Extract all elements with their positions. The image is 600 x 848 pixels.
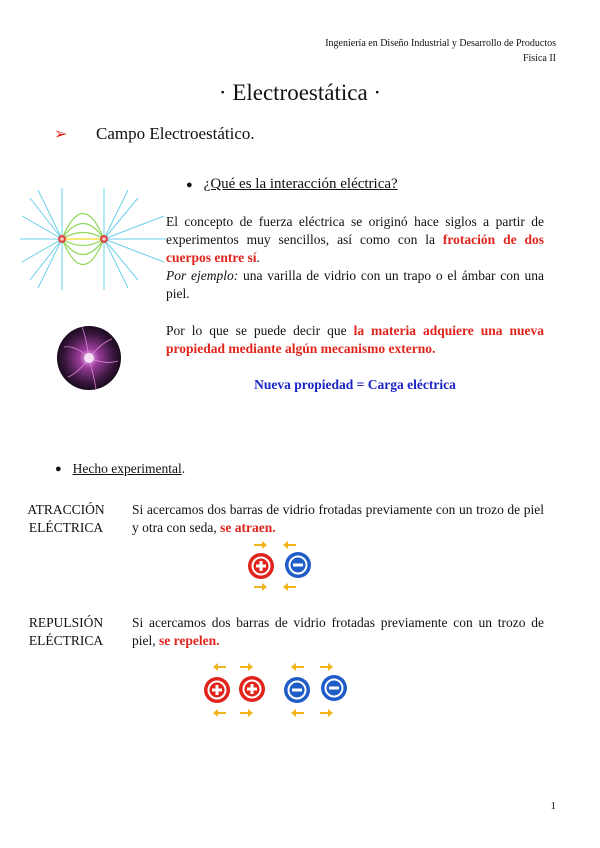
bullet-icon: ● xyxy=(186,178,193,191)
header-course: Ingeniería en Diseño Industrial y Desarrollo de Productos xyxy=(325,38,556,49)
negative-charge-icon xyxy=(321,675,347,701)
interaction-paragraph xyxy=(166,213,544,303)
repulsion-diagram xyxy=(198,658,358,720)
attraction-label-line1: ATRACCIÓN xyxy=(27,502,105,517)
bullet-icon: ● xyxy=(55,463,62,475)
section-heading xyxy=(54,124,255,144)
repulsion-result: se repelen. xyxy=(159,633,220,648)
positive-charge-icon xyxy=(239,676,265,702)
electric-field-lines-image xyxy=(20,188,166,290)
experimental-title: Hecho experimental xyxy=(72,461,182,476)
repulsion-label-line2: ELÉCTRICA xyxy=(28,633,104,648)
p2-highlight: la materia adquiere una nueva propiedad mediante algún mecanismo externo. xyxy=(166,323,544,356)
charge-formula: Nueva propiedad = Carga eléctrica xyxy=(254,377,456,392)
attraction-label-line2: ELÉCTRICA xyxy=(28,520,104,535)
p1-highlight: frotación de dos cuerpos entre sí xyxy=(166,232,544,265)
p1-text: El concepto de fuerza eléctrica se originó hace siglos a partir de experimentos muy sencillos, así como con la xyxy=(166,214,544,247)
repulsion-label-line1: REPULSIÓN xyxy=(28,615,104,630)
page-number: 1 xyxy=(550,800,556,812)
question-bullet xyxy=(186,176,398,193)
negative-charge-icon xyxy=(284,677,310,703)
p2-text: Por lo que se puede decir que xyxy=(166,323,354,338)
attraction-result: se atraen. xyxy=(220,520,276,535)
matter-paragraph xyxy=(166,322,544,358)
question-text: ¿Qué es la interacción eléctrica? xyxy=(203,176,398,192)
arrow-bullet-icon: ➢ xyxy=(54,126,68,143)
attraction-description: Si acercamos dos barras de vidrio frotadas previamente con un trozo de piel y otra con seda, xyxy=(132,502,544,535)
p1-end: . xyxy=(256,250,260,265)
attraction-label xyxy=(10,501,122,537)
experimental-title-end: . xyxy=(181,461,186,476)
attraction-diagram xyxy=(240,536,320,596)
plasma-ball-image xyxy=(56,325,122,391)
attraction-text xyxy=(132,501,544,537)
positive-charge-icon xyxy=(248,553,274,579)
page-title: · Electroestática · xyxy=(218,80,382,105)
repulsion-label xyxy=(10,614,122,650)
repulsion-description: Si acercamos dos barras de vidrio frotadas previamente con un trozo de piel, xyxy=(132,615,544,648)
arrow-icon xyxy=(213,663,333,717)
experimental-bullet xyxy=(55,461,185,477)
repulsion-text xyxy=(132,614,544,650)
header-subject: Física II xyxy=(522,53,556,64)
example-text: una varilla de vidrio con un trapo o el ámbar con una piel. xyxy=(166,268,545,301)
example-label: Por ejemplo: xyxy=(166,268,239,283)
section-title: Campo Electroestático. xyxy=(96,124,255,143)
positive-charge-icon xyxy=(204,677,230,703)
negative-charge-icon xyxy=(285,552,311,578)
